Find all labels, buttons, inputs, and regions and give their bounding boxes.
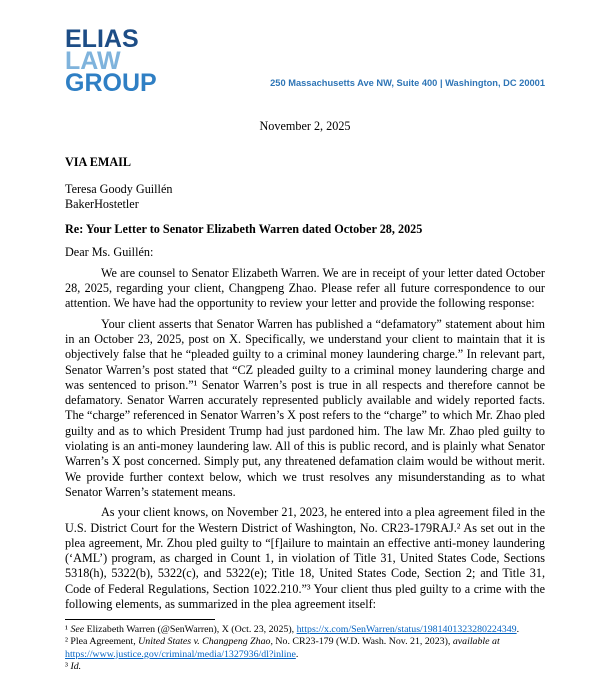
recipient-block (65, 182, 545, 213)
footnote-text: Elizabeth Warren (@SenWarren), X (Oct. 23, 2025), (84, 624, 297, 635)
footnote-text: ³ (65, 661, 71, 673)
firm-address: 250 Massachusetts Ave NW, Suite 400 | Washington, DC 20001 (270, 77, 545, 88)
firm-logo (65, 25, 157, 97)
footnote-link[interactable]: https://www.justice.gov/criminal/media/1327936/dl?inline (65, 648, 296, 660)
footnote-text: Id. (70, 661, 82, 673)
body-paragraph-1: We are counsel to Senator Elizabeth Warren. We are in receipt of your letter dated October 28, 2025, regarding your client, Changpeng Zhao. Please refer all future correspondence to our attention. We have had the opportunity to review your letter and provide the following response: (65, 265, 545, 311)
logo-line-elias: ELIAS (65, 25, 139, 53)
footnote-2 (65, 636, 545, 661)
footnote-text: See (70, 624, 85, 635)
delivery-method: VIA EMAIL (65, 155, 132, 170)
recipient-name: Teresa Goody Guillén (65, 181, 173, 196)
footnote-text: United States v. Changpeng Zhao (138, 636, 271, 648)
footnote-text: . (516, 624, 520, 635)
recipient-firm: BakerHostetler (65, 196, 139, 211)
footnote-text: available at (452, 636, 500, 648)
body-paragraph-2: Your client asserts that Senator Warren has published a “defamatory” statement about him in an October 23, 2025, post on X. Specifically, we understand your client to maintain that it is objectively false that he “pleaded guilty to a criminal money laundering charge.” In relevant part, Senator Warren’s post stated that “CZ pleaded guilty to a criminal money laundering charge and was sentenced to prison.”¹ Senator Warren’s post is true in all respects and therefore cannot be defamatory. Senator Warren accurately represented publicly available and widely reported facts. The “charge” referenced in Senator Warren’s X post refers to the “charge” to which Mr. Zhao pled guilty and as to which President Trump had just pardoned him. The law Mr. Zhao pled guilty to violating is an anti-money laundering law. All of this is public record, and is plainly what Senator Warren’s X post concerned. Simply put, any threatened defamation claim would be without merit. We provide further context below, which we trust resolves any misunderstanding as to what Senator Warren’s statement means. (65, 316, 545, 499)
footnote-1 (65, 624, 545, 636)
body-paragraph-3: As your client knows, on November 21, 2023, he entered into a plea agreement filed in the U.S. District Court for the Western District of Washington, No. CR23-179RAJ.² As set out in the plea agreement, Mr. Zhou pled guilty to “[f]ailure to maintain an effective anti-money laundering (‘AML’) program, as charged in Count 1, in violation of Title 31, United States Code, Sections 5318(h), 5322(b), 5322(c), and 5322(e); Title 18, United States Code, Section 2; and Title 31, Code of Federal Regulations, Section 1022.210.”³ Your client thus pled guilty to a crime with the following elements, as summarized in the plea agreement itself: (65, 505, 545, 612)
footnote-link[interactable]: https://x.com/SenWarren/status/1981401323280224349 (296, 624, 517, 635)
footnote-text: ² Plea Agreement, (65, 636, 139, 648)
logo-line-law: LAW (65, 47, 121, 75)
footnote-text: . (295, 648, 299, 660)
footnote-text: , No. CR23-179 (W.D. Wash. Nov. 21, 2023), (270, 636, 453, 648)
footnote-text: ¹ (65, 624, 71, 635)
footnote-separator (65, 619, 215, 620)
logo-line-group: GROUP (65, 69, 157, 97)
footnote-3 (65, 661, 545, 673)
letterhead (65, 25, 545, 97)
footnote-section (65, 619, 545, 674)
letter-date: November 2, 2025 (259, 119, 351, 133)
salutation: Dear Ms. Guillén: (65, 245, 154, 260)
subject-line: Re: Your Letter to Senator Elizabeth Warren dated October 28, 2025 (65, 222, 423, 237)
